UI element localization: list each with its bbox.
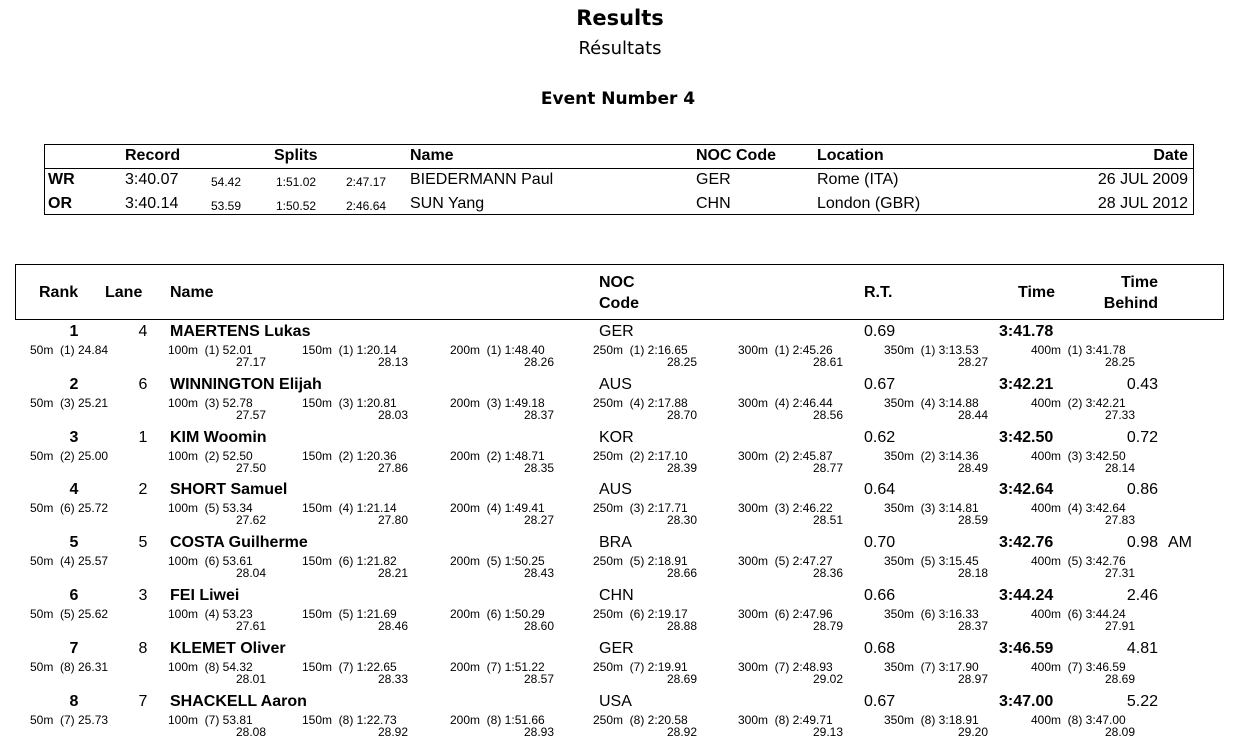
split-lap: 28.36	[812, 566, 843, 581]
split-cumulative: 400m (8) 3:47.00	[1031, 712, 1126, 727]
split-time	[1031, 344, 1135, 368]
split-time	[168, 608, 266, 632]
split-cumulative: 400m (1) 3:41.78	[1031, 343, 1126, 357]
split-time	[450, 714, 554, 738]
split-lap: 28.88	[666, 619, 697, 633]
split-lap: 28.26	[523, 355, 554, 369]
result-rank: 4	[69, 481, 79, 499]
page-subtitle: Résultats	[578, 38, 662, 59]
split-time	[738, 661, 843, 685]
behind-header	[1096, 272, 1158, 314]
split-lap: 28.56	[812, 407, 843, 422]
date-header: Date	[1153, 147, 1188, 164]
split-time	[1031, 397, 1135, 421]
split-lap: 28.59	[957, 513, 988, 528]
split-time	[30, 555, 120, 567]
split-time	[168, 502, 266, 526]
split-cumulative: 150m (3) 1:20.81	[302, 395, 397, 410]
split-cumulative: 400m (2) 3:42.21	[1031, 395, 1126, 410]
noc-header: NOC Code	[696, 147, 776, 164]
split-time	[302, 608, 408, 632]
split-lap: 28.25	[1104, 355, 1135, 369]
record-header: Record	[125, 147, 181, 164]
split-cumulative: 100m (7) 53.81	[168, 712, 253, 727]
record-time: 3:40.07	[125, 171, 179, 188]
split-time	[593, 397, 697, 421]
name-header: Name	[410, 147, 454, 164]
reaction-time: 0.66	[864, 587, 896, 604]
final-time: 3:47.00	[999, 692, 1054, 710]
split-cumulative: 50m (4) 25.57	[30, 554, 109, 569]
split-time	[1031, 502, 1135, 526]
split-lap: 28.27	[523, 513, 554, 528]
split-time	[168, 450, 266, 474]
split-time	[884, 661, 988, 685]
split-time	[168, 344, 266, 368]
noc-code: KOR	[599, 428, 634, 446]
split-cumulative: 300m (8) 2:49.71	[738, 712, 833, 727]
split-lap: 28.93	[523, 724, 554, 739]
noc-header-line1: NOC	[599, 274, 635, 291]
record-split: 54.42	[211, 175, 242, 189]
split-time	[738, 344, 843, 368]
split-cumulative: 350m (1) 3:13.53	[884, 343, 979, 357]
split-cumulative: 50m (8) 26.31	[30, 659, 109, 674]
split-cumulative: 350m (8) 3:18.91	[884, 712, 979, 727]
split-time	[302, 555, 408, 579]
time-behind: 2.46	[1126, 587, 1158, 604]
noc-header	[599, 272, 639, 314]
record-note: AM	[1168, 534, 1192, 552]
records-divider	[45, 168, 1193, 169]
split-cumulative: 150m (6) 1:21.82	[302, 554, 397, 569]
split-cumulative: 300m (6) 2:47.96	[738, 607, 833, 621]
split-cumulative: 300m (7) 2:48.93	[738, 659, 833, 674]
split-time	[30, 397, 120, 409]
split-time	[1031, 555, 1135, 579]
split-time	[593, 661, 697, 685]
split-cumulative: 250m (4) 2:17.88	[593, 395, 688, 410]
split-time	[450, 502, 554, 526]
split-cumulative: 250m (6) 2:19.17	[593, 607, 688, 621]
split-lap: 28.92	[377, 724, 408, 739]
record-date: 28 JUL 2012	[1097, 195, 1188, 212]
split-cumulative: 300m (3) 2:46.22	[738, 501, 833, 516]
split-time	[30, 608, 120, 620]
noc-code: CHN	[599, 587, 634, 604]
behind-header-line1: Time	[1120, 274, 1158, 291]
result-rank: 1	[69, 323, 79, 340]
split-cumulative: 400m (6) 3:44.24	[1031, 607, 1126, 621]
split-time	[302, 714, 408, 738]
split-time	[738, 608, 843, 632]
split-lap: 28.92	[666, 724, 697, 739]
split-lap: 28.49	[957, 460, 988, 475]
split-cumulative: 150m (2) 1:20.36	[302, 448, 397, 463]
split-time	[302, 661, 408, 685]
split-lap: 28.14	[1104, 460, 1135, 475]
lane-header: Lane	[105, 284, 143, 301]
result-row	[0, 480, 1242, 533]
split-time	[450, 397, 554, 421]
split-time	[168, 397, 266, 421]
split-lap: 28.35	[523, 460, 554, 475]
noc-header-line2: Code	[599, 295, 639, 312]
split-time	[738, 714, 843, 738]
split-time	[738, 502, 843, 526]
split-lap: 27.50	[235, 460, 266, 475]
event-number: Event Number 4	[540, 89, 696, 109]
split-cumulative: 200m (4) 1:49.41	[450, 501, 545, 516]
split-cumulative: 100m (6) 53.61	[168, 554, 253, 569]
split-cumulative: 150m (5) 1:21.69	[302, 607, 397, 621]
record-holder: BIEDERMANN Paul	[410, 171, 554, 188]
split-cumulative: 100m (4) 53.23	[168, 607, 253, 621]
split-lap: 28.08	[235, 724, 266, 739]
split-lap: 28.69	[1104, 671, 1135, 686]
reaction-time: 0.67	[864, 375, 896, 393]
split-time	[738, 555, 843, 579]
split-cumulative: 400m (3) 3:42.50	[1031, 448, 1126, 463]
split-lap: 28.43	[523, 566, 554, 581]
split-time	[30, 450, 120, 462]
split-lap: 28.66	[666, 566, 697, 581]
final-time: 3:42.50	[999, 428, 1054, 446]
split-cumulative: 200m (6) 1:50.29	[450, 607, 545, 621]
split-time	[1031, 661, 1135, 685]
noc-code: BRA	[599, 534, 632, 552]
split-lap: 28.33	[377, 671, 408, 686]
split-cumulative: 400m (7) 3:46.59	[1031, 659, 1126, 674]
result-row	[0, 322, 1242, 375]
split-time	[1031, 714, 1135, 738]
split-lap: 28.13	[377, 355, 408, 369]
split-cumulative: 100m (3) 52.78	[168, 395, 253, 410]
split-lap: 27.57	[235, 407, 266, 422]
split-time	[738, 450, 843, 474]
split-cumulative: 100m (2) 52.50	[168, 448, 253, 463]
record-split: 2:47.17	[346, 175, 387, 189]
split-cumulative: 300m (1) 2:45.26	[738, 343, 833, 357]
time-behind: 5.22	[1126, 692, 1158, 710]
record-split: 2:46.64	[346, 199, 387, 213]
split-lap: 27.86	[377, 460, 408, 475]
split-cumulative: 300m (4) 2:46.44	[738, 395, 833, 410]
split-time	[450, 555, 554, 579]
split-cumulative: 350m (2) 3:14.36	[884, 448, 979, 463]
split-cumulative: 200m (7) 1:51.22	[450, 659, 545, 674]
split-lap: 27.83	[1104, 513, 1135, 528]
split-lap: 27.91	[1104, 619, 1135, 633]
result-rank: 5	[69, 534, 79, 552]
time-behind: 0.98	[1126, 534, 1158, 552]
result-lane: 1	[138, 428, 148, 446]
page-title: Results	[576, 6, 664, 30]
noc-code: GER	[599, 323, 634, 340]
split-lap: 28.27	[957, 355, 988, 369]
athlete-name: MAERTENS Lukas	[170, 323, 311, 340]
split-lap: 28.70	[666, 407, 697, 422]
split-cumulative: 250m (8) 2:20.58	[593, 712, 688, 727]
result-row	[0, 692, 1242, 745]
behind-header-line2: Behind	[1103, 295, 1158, 312]
splits-header: Splits	[274, 147, 318, 164]
split-lap: 28.18	[957, 566, 988, 581]
record-type: OR	[48, 195, 72, 212]
result-row	[0, 533, 1242, 586]
split-time	[884, 450, 988, 474]
record-split: 53.59	[211, 199, 242, 213]
split-cumulative: 150m (4) 1:21.14	[302, 501, 397, 516]
split-cumulative: 350m (4) 3:14.88	[884, 395, 979, 410]
split-time	[168, 555, 266, 579]
split-cumulative: 250m (1) 2:16.65	[593, 343, 688, 357]
split-lap: 28.57	[523, 671, 554, 686]
split-lap: 27.61	[235, 619, 266, 633]
result-rank: 6	[69, 587, 79, 604]
split-lap: 29.13	[812, 724, 843, 739]
split-cumulative: 100m (1) 52.01	[168, 343, 253, 357]
name-header: Name	[170, 284, 214, 301]
athlete-name: COSTA Guilherme	[170, 534, 308, 552]
result-rank: 3	[69, 428, 79, 446]
result-lane: 6	[138, 375, 148, 393]
result-lane: 5	[138, 534, 148, 552]
split-cumulative: 350m (6) 3:16.33	[884, 607, 979, 621]
athlete-name: KIM Woomin	[170, 428, 267, 446]
split-cumulative: 50m (1) 24.84	[30, 343, 109, 357]
reaction-time: 0.64	[864, 481, 896, 499]
split-time	[593, 344, 697, 368]
split-time	[1031, 608, 1135, 632]
reaction-time: 0.62	[864, 428, 896, 446]
split-time	[450, 450, 554, 474]
records-table	[44, 144, 1194, 215]
split-lap: 28.61	[812, 355, 843, 369]
split-time	[884, 502, 988, 526]
result-lane: 2	[138, 481, 148, 499]
result-row	[0, 639, 1242, 692]
split-time	[450, 344, 554, 368]
split-lap: 28.03	[377, 407, 408, 422]
split-lap: 28.01	[235, 671, 266, 686]
final-time: 3:42.21	[999, 375, 1054, 393]
record-date: 26 JUL 2009	[1097, 171, 1188, 188]
result-row	[0, 428, 1242, 481]
split-lap: 28.21	[377, 566, 408, 581]
split-time	[450, 608, 554, 632]
final-time: 3:44.24	[999, 587, 1054, 604]
split-cumulative: 250m (5) 2:18.91	[593, 554, 688, 569]
split-cumulative: 50m (5) 25.62	[30, 607, 109, 621]
record-noc: GER	[696, 171, 731, 188]
split-time	[593, 555, 697, 579]
split-time	[302, 502, 408, 526]
split-lap: 28.39	[666, 460, 697, 475]
split-time	[593, 714, 697, 738]
split-cumulative: 350m (3) 3:14.81	[884, 501, 979, 516]
split-cumulative: 50m (7) 25.73	[30, 712, 109, 727]
reaction-time: 0.69	[864, 323, 896, 340]
split-lap: 28.60	[523, 619, 554, 633]
split-time	[168, 714, 266, 738]
result-lane: 3	[138, 587, 148, 604]
split-cumulative: 200m (2) 1:48.71	[450, 448, 545, 463]
split-cumulative: 350m (7) 3:17.90	[884, 659, 979, 674]
split-cumulative: 250m (3) 2:17.71	[593, 501, 688, 516]
reaction-time: 0.68	[864, 639, 896, 657]
split-time	[884, 344, 988, 368]
split-lap: 28.77	[812, 460, 843, 475]
rt-header: R.T.	[864, 284, 893, 301]
athlete-name: SHACKELL Aaron	[170, 692, 307, 710]
split-lap: 28.04	[235, 566, 266, 581]
split-lap: 29.02	[812, 671, 843, 686]
final-time: 3:46.59	[999, 639, 1054, 657]
split-cumulative: 50m (6) 25.72	[30, 501, 109, 516]
reaction-time: 0.70	[864, 534, 896, 552]
split-time	[302, 344, 408, 368]
split-cumulative: 350m (5) 3:15.45	[884, 554, 979, 569]
split-cumulative: 400m (5) 3:42.76	[1031, 554, 1126, 569]
split-time	[302, 397, 408, 421]
final-time: 3:42.64	[999, 481, 1054, 499]
location-header: Location	[817, 147, 884, 164]
split-cumulative: 150m (7) 1:22.65	[302, 659, 397, 674]
noc-code: AUS	[599, 481, 632, 499]
split-cumulative: 150m (8) 1:22.73	[302, 712, 397, 727]
final-time: 3:42.76	[999, 534, 1054, 552]
split-cumulative: 100m (8) 54.32	[168, 659, 253, 674]
split-time	[884, 555, 988, 579]
result-rank: 2	[69, 375, 79, 393]
athlete-name: FEI Liwei	[170, 587, 240, 604]
split-time	[302, 450, 408, 474]
split-time	[593, 608, 697, 632]
record-location: Rome (ITA)	[817, 171, 899, 188]
split-cumulative: 50m (2) 25.00	[30, 448, 109, 463]
result-row	[0, 375, 1242, 428]
split-lap: 28.51	[812, 513, 843, 528]
split-cumulative: 400m (4) 3:42.64	[1031, 501, 1126, 516]
split-time	[30, 661, 120, 673]
split-time	[884, 714, 988, 738]
split-time	[738, 397, 843, 421]
split-lap: 29.20	[957, 724, 988, 739]
athlete-name: WINNINGTON Elijah	[170, 375, 322, 393]
split-lap: 27.31	[1104, 566, 1135, 581]
split-cumulative: 200m (3) 1:49.18	[450, 395, 545, 410]
result-row	[0, 586, 1242, 639]
split-lap: 28.37	[523, 407, 554, 422]
split-time	[884, 608, 988, 632]
split-lap: 27.62	[235, 513, 266, 528]
split-lap: 28.44	[957, 407, 988, 422]
record-location: London (GBR)	[817, 195, 921, 212]
time-behind: 0.43	[1126, 375, 1158, 393]
time-behind: 0.72	[1126, 428, 1158, 446]
split-cumulative: 250m (2) 2:17.10	[593, 448, 688, 463]
record-split: 1:50.52	[276, 199, 317, 213]
split-lap: 28.30	[666, 513, 697, 528]
final-time: 3:41.78	[999, 323, 1054, 340]
split-lap: 28.69	[666, 671, 697, 686]
split-cumulative: 100m (5) 53.34	[168, 501, 253, 516]
noc-code: GER	[599, 639, 634, 657]
athlete-name: KLEMET Oliver	[170, 639, 286, 657]
result-lane: 8	[138, 639, 148, 657]
split-lap: 27.17	[235, 355, 266, 369]
result-lane: 7	[138, 692, 148, 710]
split-time	[168, 661, 266, 685]
split-cumulative: 200m (5) 1:50.25	[450, 554, 545, 569]
result-rank: 7	[69, 639, 79, 657]
split-lap: 28.79	[812, 619, 843, 633]
split-lap: 27.33	[1104, 407, 1135, 422]
athlete-name: SHORT Samuel	[170, 481, 288, 499]
record-split: 1:51.02	[276, 175, 317, 189]
result-lane: 4	[138, 323, 148, 340]
rank-header: Rank	[39, 284, 79, 301]
split-time	[30, 502, 120, 514]
split-cumulative: 300m (2) 2:45.87	[738, 448, 833, 463]
split-cumulative: 300m (5) 2:47.27	[738, 554, 833, 569]
time-behind: 4.81	[1126, 639, 1158, 657]
reaction-time: 0.67	[864, 692, 896, 710]
split-lap: 28.09	[1104, 724, 1135, 739]
split-time	[1031, 450, 1135, 474]
record-time: 3:40.14	[125, 195, 179, 212]
split-time	[30, 714, 120, 726]
split-time	[450, 661, 554, 685]
split-time	[884, 397, 988, 421]
split-lap: 28.97	[957, 671, 988, 686]
split-lap: 28.37	[957, 619, 988, 633]
split-cumulative: 200m (1) 1:48.40	[450, 343, 545, 357]
result-rank: 8	[69, 692, 79, 710]
noc-code: USA	[599, 692, 632, 710]
split-cumulative: 150m (1) 1:20.14	[302, 343, 397, 357]
record-noc: CHN	[696, 195, 731, 212]
split-cumulative: 200m (8) 1:51.66	[450, 712, 545, 727]
split-time	[593, 502, 697, 526]
noc-code: AUS	[599, 375, 632, 393]
split-cumulative: 50m (3) 25.21	[30, 395, 109, 410]
time-behind: 0.86	[1126, 481, 1158, 499]
time-header: Time	[1018, 284, 1056, 301]
split-lap: 28.46	[377, 619, 408, 633]
results-header	[15, 264, 1224, 320]
record-holder: SUN Yang	[410, 195, 485, 212]
split-time	[593, 450, 697, 474]
split-lap: 27.80	[377, 513, 408, 528]
split-cumulative: 250m (7) 2:19.91	[593, 659, 688, 674]
split-lap: 28.25	[666, 355, 697, 369]
record-type: WR	[48, 171, 75, 188]
split-time	[30, 344, 120, 356]
